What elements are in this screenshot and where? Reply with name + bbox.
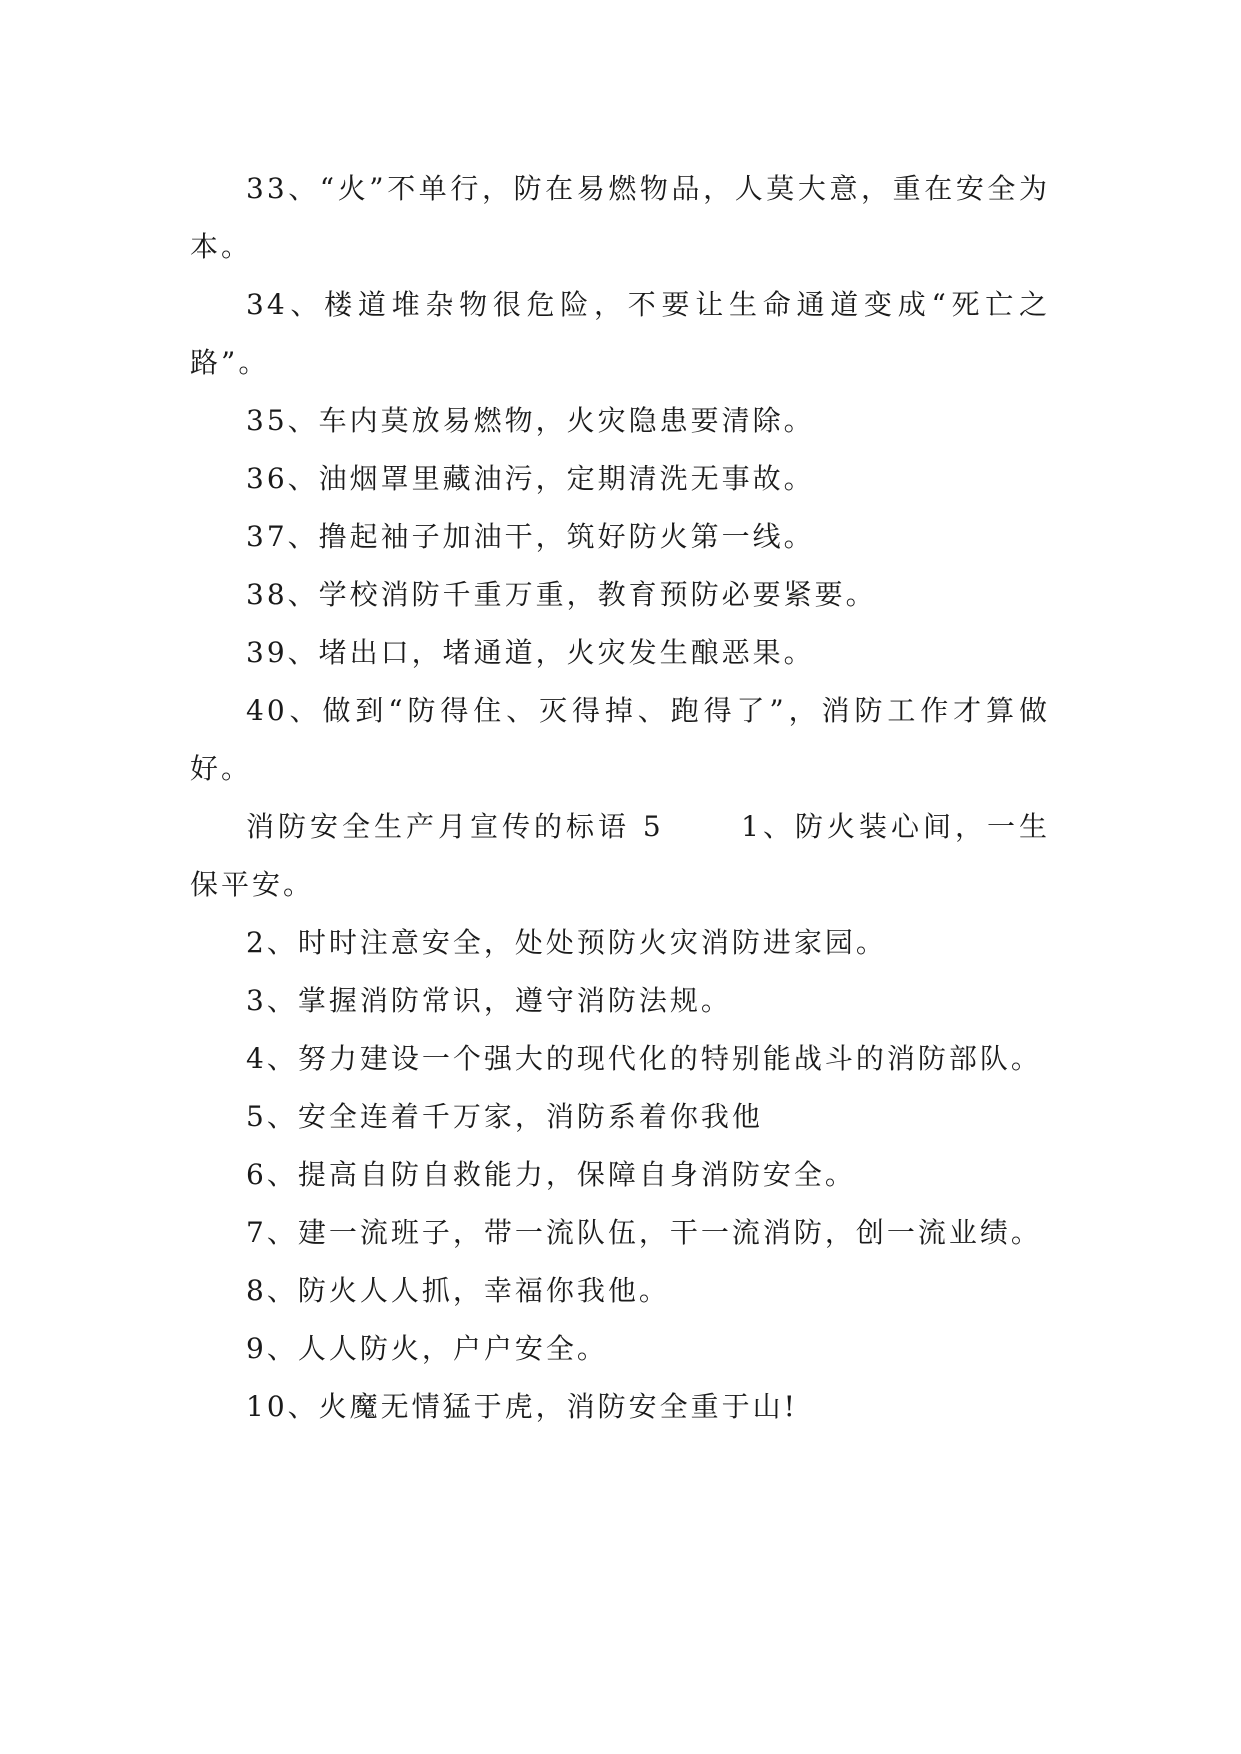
section-heading-paragraph: 消防安全生产月宣传的标语 5 1、防火装心间，一生保平安。 — [190, 810, 1050, 901]
paragraph: 8、防火人人抓，幸福你我他。 — [246, 1274, 670, 1307]
paragraph: 34、楼道堆杂物很危险，不要让生命通道变成“死亡之路”。 — [190, 288, 1050, 379]
paragraph: 7、建一流班子，带一流队伍，干一流消防，创一流业绩。 — [246, 1216, 1042, 1249]
paragraph: 37、撸起袖子加油干，筑好防火第一线。 — [246, 520, 815, 553]
paragraph: 3、掌握消防常识，遵守消防法规。 — [246, 984, 732, 1017]
paragraph: 36、油烟罩里藏油污，定期清洗无事故。 — [246, 462, 815, 495]
paragraph: 10、火魔无情猛于虎，消防安全重于山! — [246, 1390, 798, 1423]
paragraph: 33、“火”不单行，防在易燃物品，人莫大意，重在安全为本。 — [190, 172, 1050, 263]
paragraph: 9、人人防火，户户安全。 — [246, 1332, 608, 1365]
paragraph: 2、时时注意安全，处处预防火灾消防进家园。 — [246, 926, 887, 959]
paragraph: 35、车内莫放易燃物，火灾隐患要清除。 — [246, 404, 815, 437]
paragraph: 5、安全连着千万家，消防系着你我他 — [246, 1100, 763, 1133]
document-page — [190, 160, 1050, 1436]
paragraph: 38、学校消防千重万重，教育预防必要紧要。 — [246, 578, 877, 611]
paragraph: 6、提高自防自救能力，保障自身消防安全。 — [246, 1158, 856, 1191]
paragraph: 39、堵出口，堵通道，火灾发生酿恶果。 — [246, 636, 815, 669]
paragraph: 40、做到“防得住、灭得掉、跑得了”，消防工作才算做好。 — [190, 694, 1050, 785]
paragraph: 4、努力建设一个强大的现代化的特别能战斗的消防部队。 — [246, 1042, 1042, 1075]
